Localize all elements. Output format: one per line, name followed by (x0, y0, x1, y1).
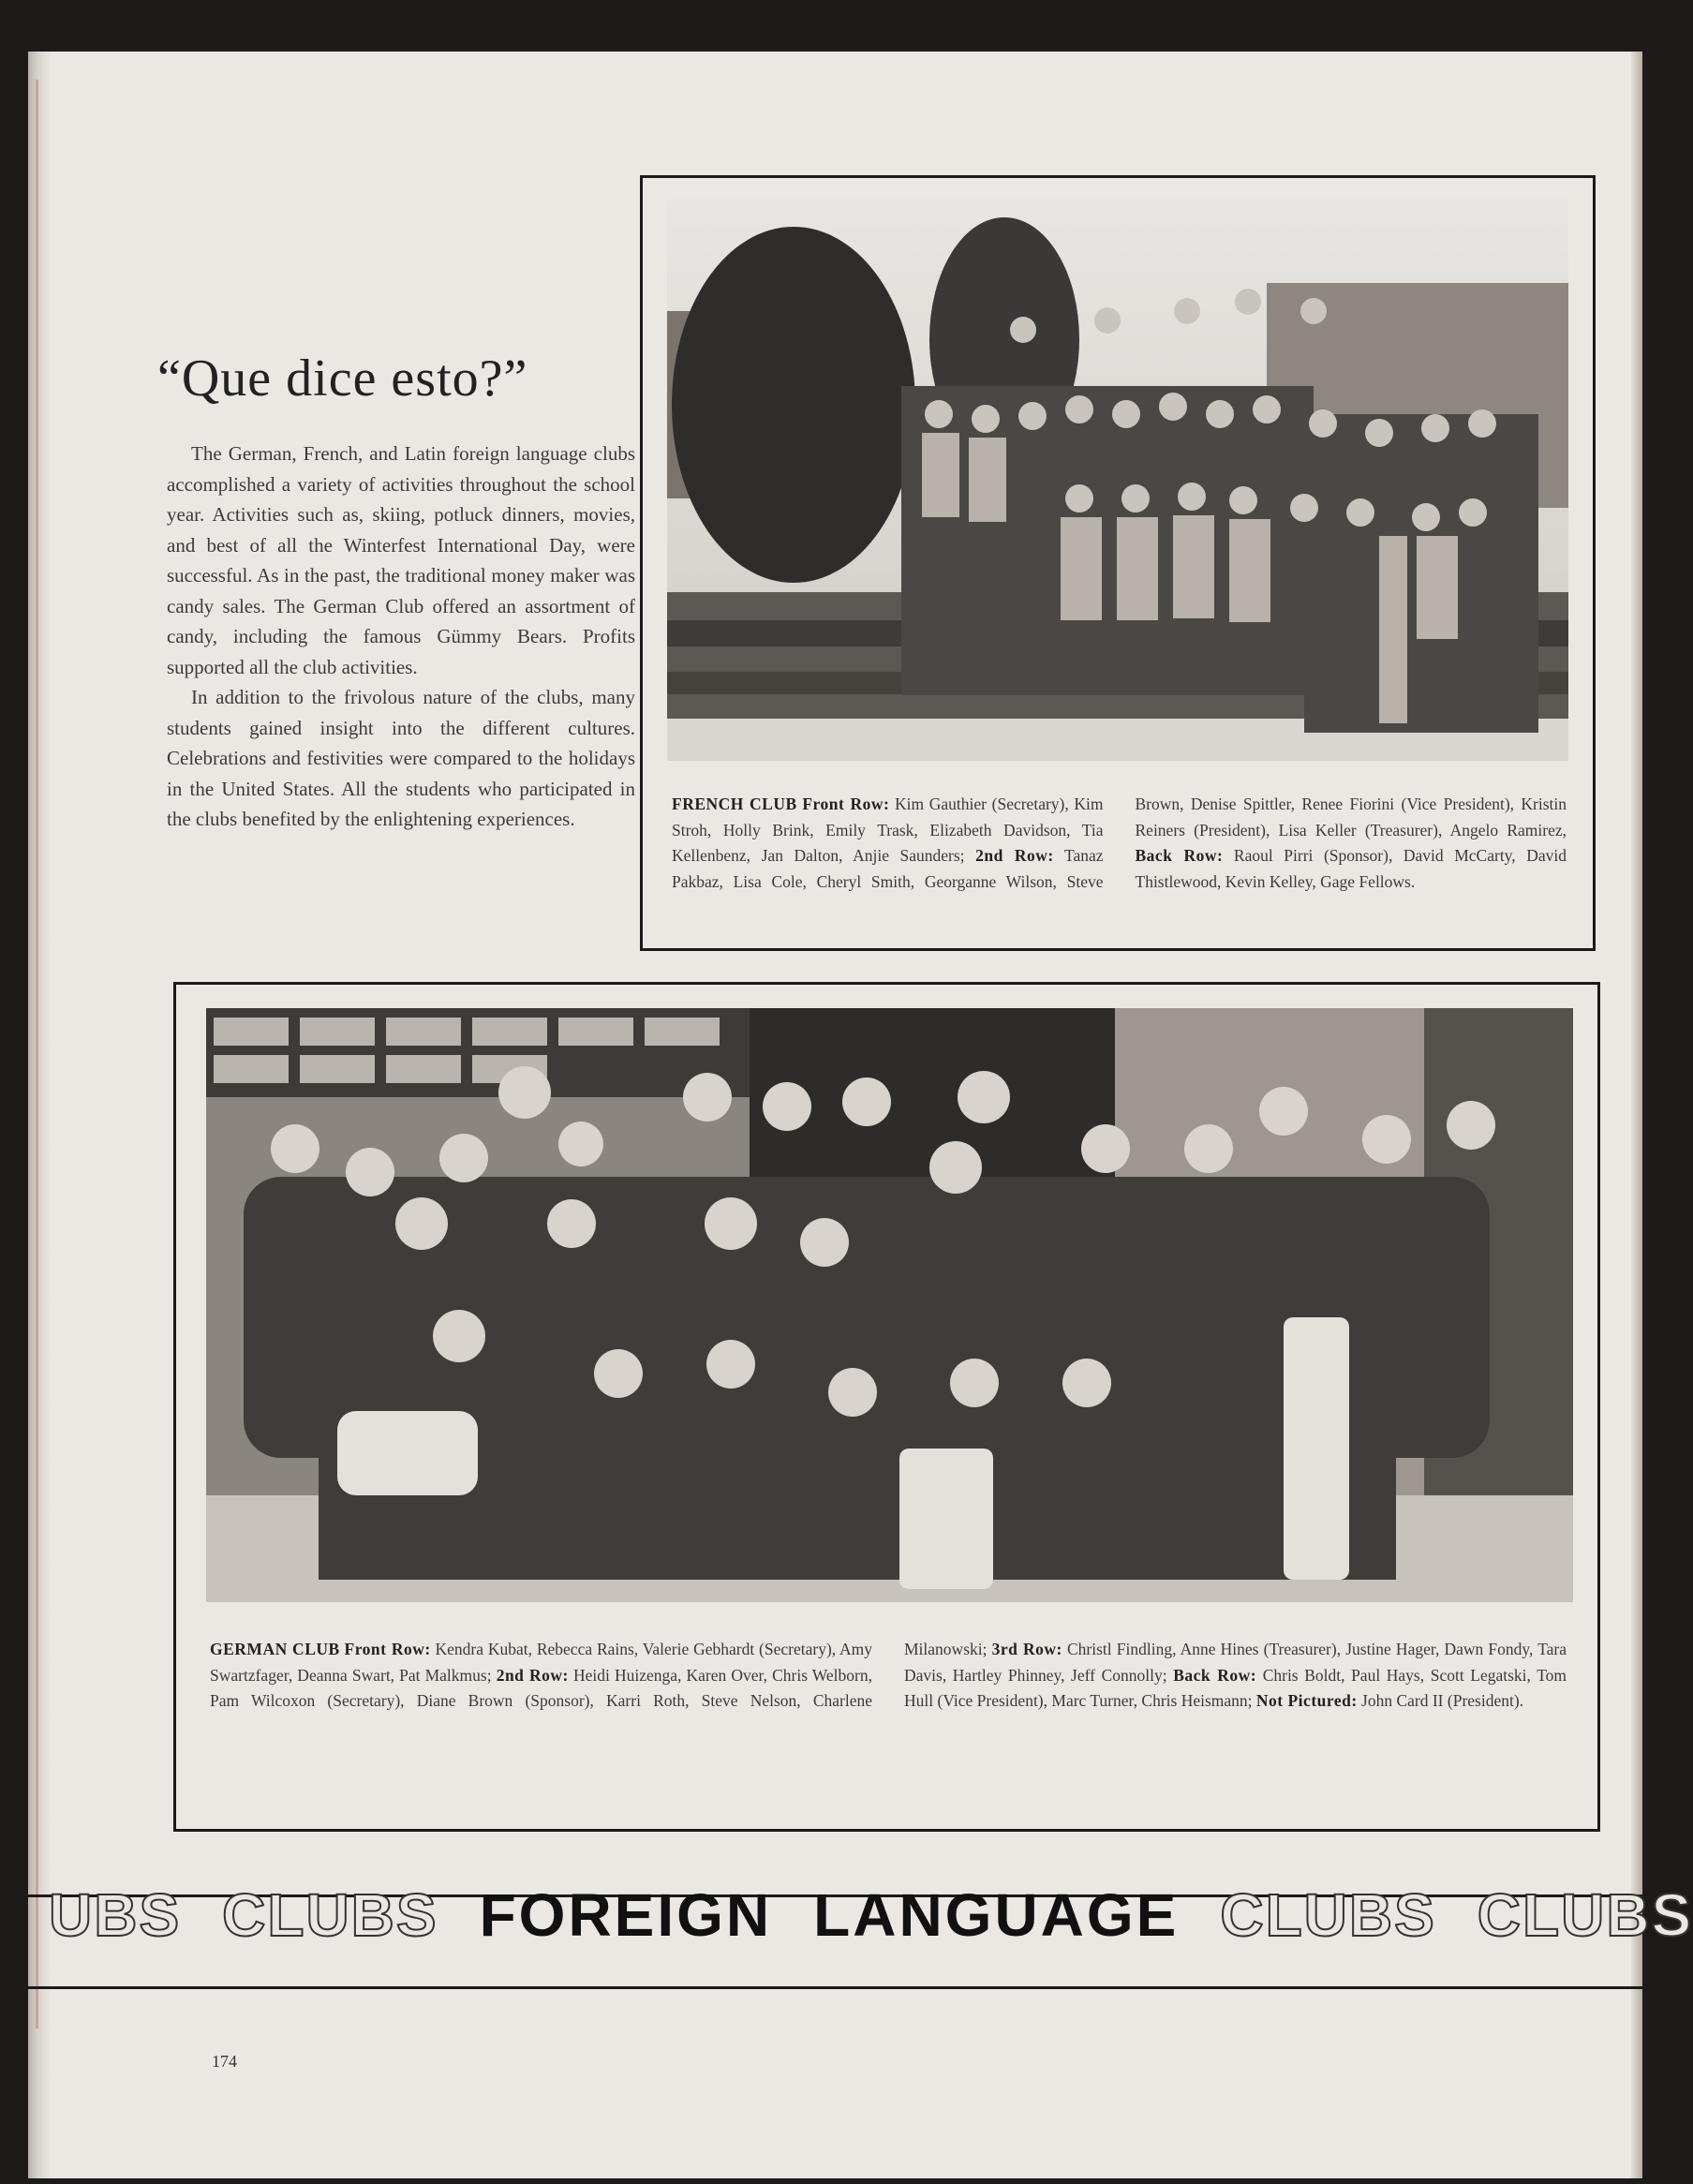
page-heading: “Que dice esto?” (157, 349, 528, 408)
page-number: 174 (212, 2052, 237, 2071)
german-back-row-label: Back Row: (1173, 1665, 1257, 1685)
german-third-row-label: 3rd Row: (991, 1640, 1062, 1658)
intro-paragraph-2: In addition to the frivolous nature of the clubs, many students gained insight into the different cultures. Celebrations and festivities were compared to the holidays in the United States. All the students who participated in the clubs benefited by the enlightening experiences. (167, 686, 635, 830)
french-second-row-names: Tanaz Pakbaz, Lisa Cole, Cheryl Smith, Georganne Wilson, Steve Brown, Denise Spittler, Renee Fiorini (Vice President), Kristin Reiners (President), Lisa Keller (Treasurer), Angelo Ramirez, (672, 795, 1567, 891)
banner-word-left-partial: UBS (49, 1881, 182, 1949)
banner-word-language: LANGUAGE (813, 1881, 1180, 1949)
german-club-photo (206, 1008, 1573, 1602)
german-third-row-names: Christl Findling, Anne Hines (Treasurer), Justine Hager, Dawn Fondy, Tara Davis, Hartley Phinney, Jeff Connolly; (904, 1640, 1567, 1685)
book-spine (28, 52, 51, 2178)
german-club-label: GERMAN CLUB (210, 1640, 340, 1658)
banner-word-right-partial: CLUBS (1477, 1881, 1693, 1949)
french-back-row-names: Raoul Pirri (Sponsor), David McCarty, David Thistlewood, Kevin Kelley, Gage Fellows. (1135, 846, 1567, 891)
french-club-photo-image (667, 199, 1568, 761)
german-not-pictured-names: John Card II (President). (1361, 1691, 1524, 1710)
banner-word-right: CLUBS (1220, 1881, 1436, 1949)
french-club-caption (672, 792, 1567, 895)
french-front-row-names: Kim Gauthier (Secretary), Kim Stroh, Holly Brink, Emily Trask, Elizabeth Davidson, Tia Kellenbenz, Jan Dalton, Anjie Saunders; (672, 795, 1104, 865)
banner-word-left: CLUBS (222, 1881, 438, 1949)
french-club-photo (667, 199, 1568, 761)
banner-bottom-rule (28, 1986, 1642, 1989)
german-not-pictured-label: Not Pictured: (1255, 1691, 1358, 1710)
german-back-row-names: Chris Boldt, Paul Hays, Scott Legatski, Tom Hull (Vice President), Marc Turner, Chris Heismann; (904, 1665, 1567, 1710)
intro-text (167, 438, 635, 835)
french-front-row-label: Front Row: (802, 795, 890, 813)
spine-stripe (36, 80, 38, 2028)
german-front-row-label: Front Row: (344, 1640, 431, 1658)
section-banner (49, 1860, 1693, 1970)
german-front-row-names: Kendra Kubat, Rebecca Rains, Valerie Gebhardt (Secretary), Amy Swartzfager, Deanna Swart, Pat Malkmus; (210, 1640, 873, 1685)
french-club-label: FRENCH CLUB (672, 795, 797, 813)
french-second-row-label: 2nd Row: (975, 846, 1054, 865)
german-second-row-label: 2nd Row: (496, 1665, 569, 1685)
intro-paragraph-1: The German, French, and Latin foreign language clubs accomplished a variety of activities throughout the school year. Activities such as, skiing, potluck dinners, movies, and best of all the Winterfest International Day, were successful. As in the past, the traditional money maker was candy sales. The German Club offered an assortment of candy, including the famous Gümmy Bears. Profits supported all the club activities. (167, 442, 635, 678)
german-second-row-names: Heidi Huizenga, Karen Over, Chris Welborn, Pam Wilcoxon (Secretary), Diane Brown (Sponsor), Karri Roth, Steve Nelson, Charlene Milanowski; (210, 1640, 988, 1710)
german-club-photo-image (206, 1008, 1573, 1602)
french-back-row-label: Back Row: (1135, 846, 1224, 865)
banner-word-foreign: FOREIGN (479, 1881, 773, 1949)
german-club-caption (210, 1637, 1567, 1715)
